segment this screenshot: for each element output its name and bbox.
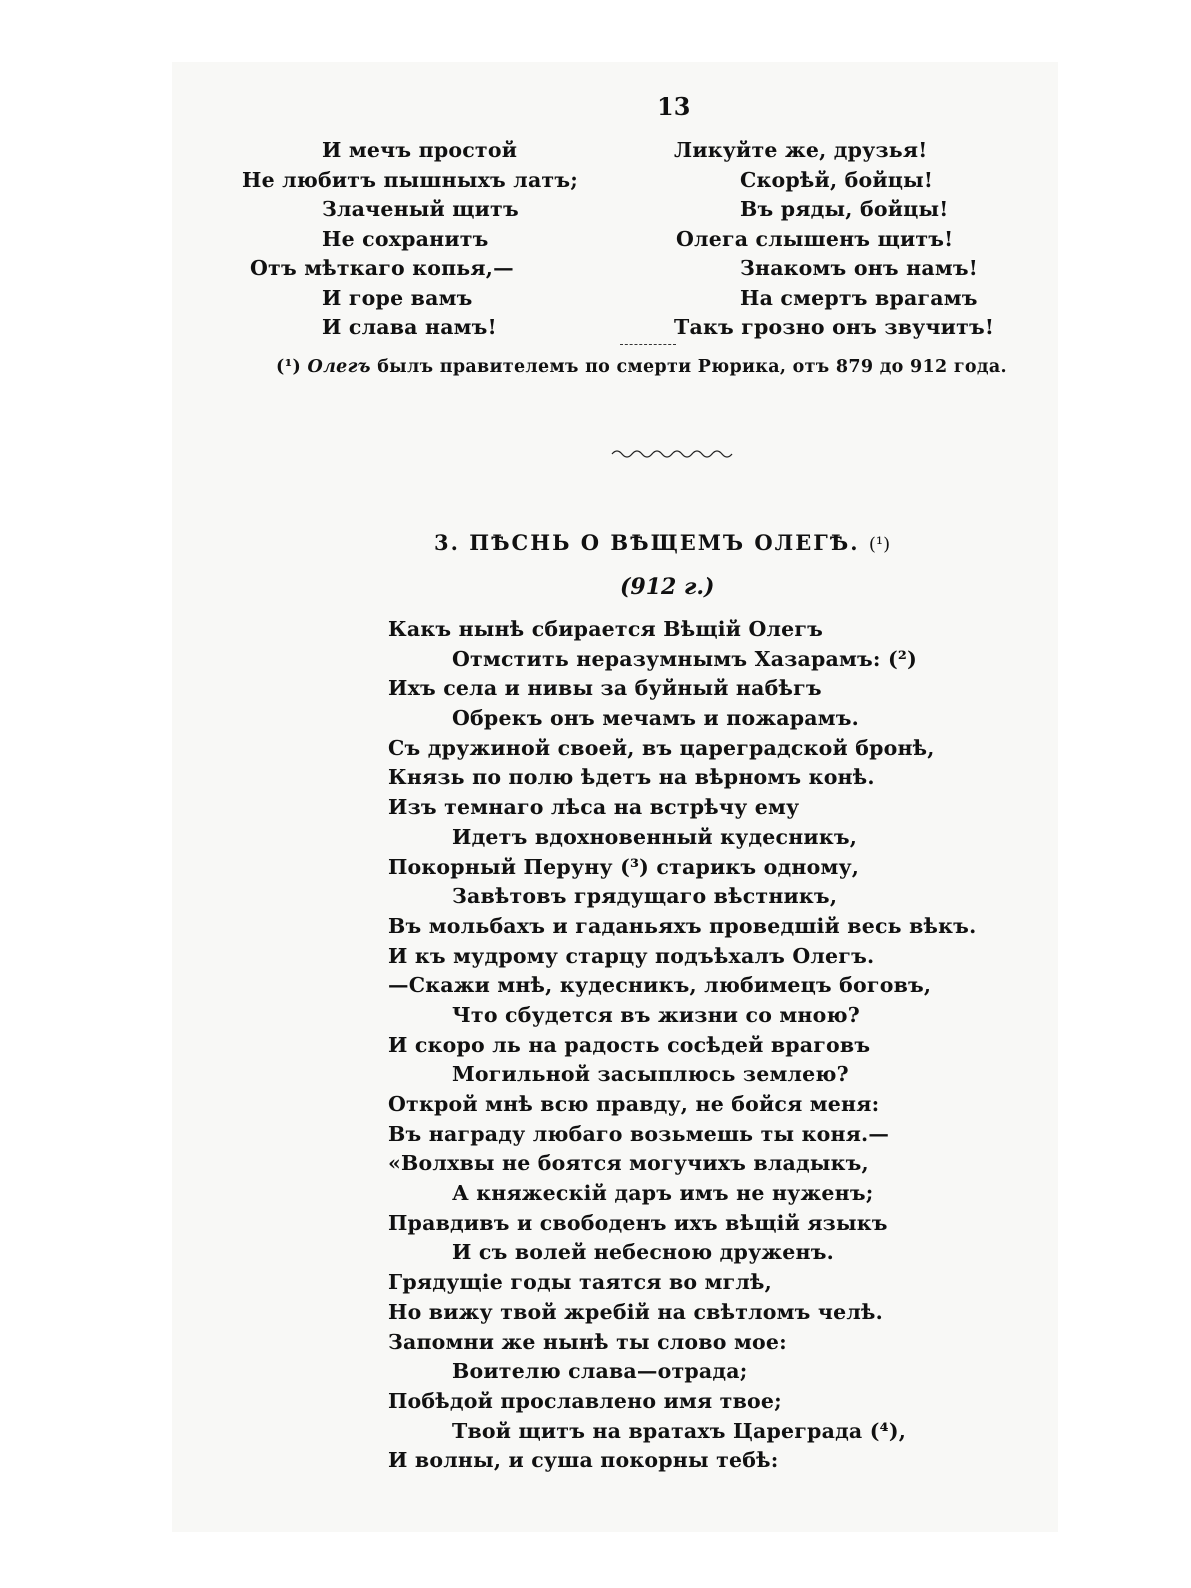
verse-line: Что сбудется въ жизни со мною?: [452, 1002, 860, 1027]
verse-line: Не любитъ пышныхъ латъ;: [242, 167, 579, 192]
verse-line: Грядущіе годы таятся во мглѣ,: [388, 1270, 772, 1295]
verse-line: Запомни же нынѣ ты слово мое:: [388, 1329, 787, 1354]
verse-line: —Скажи мнѣ, кудесникъ, любимецъ боговъ,: [388, 973, 932, 998]
verse-line: Отмстить неразумнымъ Хазарамъ: (²): [452, 646, 917, 671]
song-title-note: (¹): [868, 534, 891, 555]
verse-line: Покорный Перуну (³) старикъ одному,: [388, 854, 860, 879]
verse-line: На смертъ врагамъ: [740, 285, 978, 310]
verse-line: Побѣдой прославлено имя твое;: [388, 1388, 782, 1413]
verse-line: Завѣтовъ грядущаго вѣстникъ,: [452, 884, 838, 909]
verse-line: Правдивъ и свободенъ ихъ вѣщій языкъ: [388, 1210, 888, 1235]
verse-line: Въ награду любаго возьмешь ты коня.—: [388, 1121, 890, 1146]
verse-line: Идетъ вдохновенный кудесникъ,: [452, 824, 858, 849]
verse-line: Въ ряды, бойцы!: [740, 197, 949, 221]
verse-line: А княжескій даръ имъ не нуженъ;: [452, 1181, 874, 1206]
page-number: 13: [657, 92, 691, 121]
verse-line: И скоро ль на радость сосѣдей враговъ: [388, 1032, 871, 1057]
song-title: [434, 530, 890, 555]
verse-line: Воителю слава—отрада;: [452, 1359, 748, 1384]
verse-line: Какъ нынѣ сбирается Вѣщій Олегъ: [388, 617, 824, 641]
verse-line: «Волхвы не боятся могучихъ владыкъ,: [388, 1151, 869, 1176]
ornamental-divider: [610, 442, 740, 462]
verse-line: Олега слышенъ щитъ!: [676, 226, 954, 251]
verse-line: Въ мольбахъ и гаданьяхъ проведшій весь вѣкъ.: [388, 913, 977, 938]
verse-line: Скорѣй, бойцы!: [740, 167, 934, 192]
song-year: (912 г.): [620, 574, 715, 600]
song-title-text: 3. ПѢСНЬ О ВѢЩЕМЪ ОЛЕГѢ.: [434, 530, 860, 555]
verse-line: Князь по полю ѣдетъ на вѣрномъ конѣ.: [388, 765, 875, 790]
verse-line: Отъ мѣткаго копья,—: [250, 256, 514, 280]
verse-line: И волны, и суша покорны тебѣ:: [388, 1448, 779, 1473]
verse-line: Изъ темнаго лѣса на встрѣчу ему: [388, 795, 800, 820]
verse-line: Открой мнѣ всю правду, не бойся меня:: [388, 1092, 880, 1116]
footnote-separator: [620, 344, 676, 345]
footnote: [276, 357, 1007, 377]
song-body: [388, 615, 977, 1476]
verse-line: Такъ грозно онъ звучитъ!: [674, 315, 995, 339]
footnote-name: Олегъ: [307, 357, 371, 377]
verse-line: И мечъ простой: [322, 138, 518, 162]
verse-line: Ликуйте же, друзья!: [674, 138, 928, 162]
poem-left-column: [242, 136, 622, 343]
verse-line: Съ дружиной своей, въ цареградской бронѣ,: [388, 735, 935, 760]
verse-line: И къ мудрому старцу подъѣхалъ Олегъ.: [388, 943, 875, 968]
footnote-marker: (¹): [276, 357, 302, 377]
verse-line: Не сохранитъ: [322, 226, 489, 251]
verse-line: Твой щитъ на вратахъ Цареграда (⁴),: [452, 1418, 907, 1443]
verse-line: Ихъ села и нивы за буйный набѣгъ: [388, 676, 822, 701]
verse-line: Злаченый щитъ: [322, 197, 519, 221]
verse-line: Могильной засыплюсь землею?: [452, 1062, 849, 1087]
verse-line: И слава намъ!: [322, 315, 497, 339]
verse-line: Знакомъ онъ намъ!: [740, 256, 978, 280]
verse-line: И горе вамъ: [322, 285, 473, 310]
verse-line: И съ волей небесною друженъ.: [452, 1240, 835, 1265]
verse-line: Обрекъ онъ мечамъ и пожарамъ.: [452, 706, 860, 731]
verse-line: Но вижу твой жребій на свѣтломъ челѣ.: [388, 1299, 883, 1324]
poem-right-column: [668, 136, 998, 343]
footnote-text: былъ правителемъ по смерти Рюрика, отъ 879 до 912 года.: [377, 357, 1007, 377]
